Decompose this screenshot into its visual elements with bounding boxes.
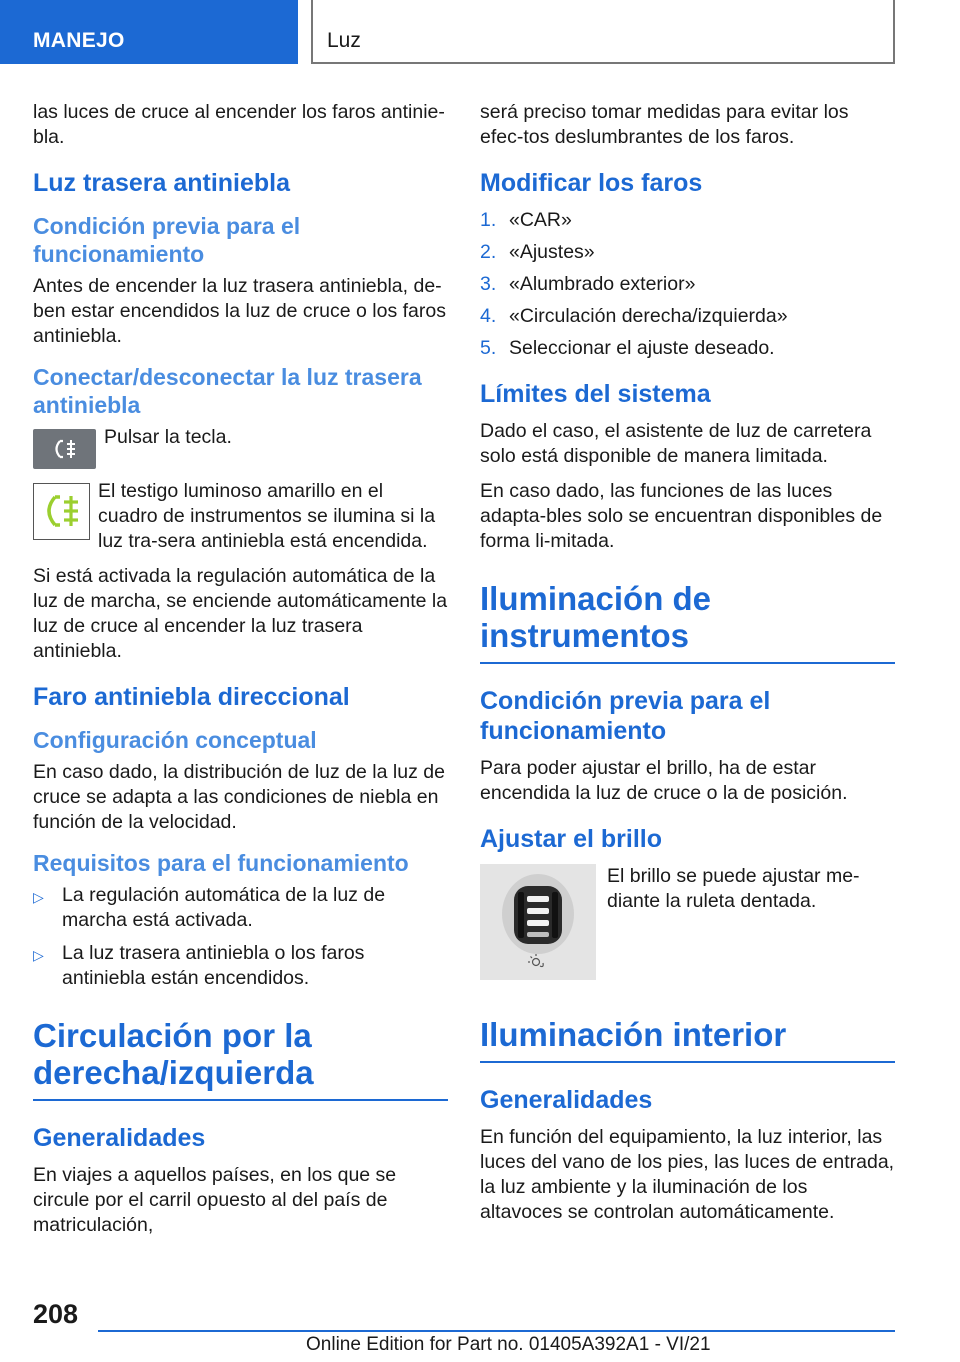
paragraph-indicator: El testigo luminoso amarillo en el cuadro de instrumentos se ilumina si la luz tra-sera antiniebla está encendida. xyxy=(98,480,436,552)
brightness-row xyxy=(480,864,895,980)
heading-general-1: Generalidades xyxy=(33,1124,206,1152)
header-chapter-box xyxy=(311,0,895,64)
list-item: 2. «Ajustes» xyxy=(480,241,595,263)
list-item: 3. «Alumbrado exterior» xyxy=(480,273,696,295)
left-column xyxy=(33,100,448,1248)
bullet-triangle-icon: ▷ xyxy=(33,947,44,963)
list-item: 5. Seleccionar el ajuste deseado. xyxy=(480,337,775,359)
heading-rear-fog: Luz trasera antiniebla xyxy=(33,169,291,197)
paragraph-concept: En caso dado, la distribución de luz de la luz de cruce se adapta a las condiciones de niebla en función de la velocidad. xyxy=(33,761,445,833)
right-column xyxy=(480,100,895,1235)
heading-traffic-side: Circulación por la derecha/izquierda xyxy=(33,1017,448,1101)
heading-directional-fog: Faro antiniebla direccional xyxy=(33,683,350,711)
paragraph-press-button: Pulsar la tecla. xyxy=(104,426,232,448)
paragraph-general-1: En viajes a aquellos países, en los que se circule por el carril opuesto al del país de matriculación, xyxy=(33,1164,397,1236)
list-item: ▷ La regulación automática de la luz de marcha está activada. xyxy=(33,884,386,931)
header-section-title: MANEJO xyxy=(33,29,125,52)
rear-fog-button-icon xyxy=(33,425,96,469)
intro-paragraph: las luces de cruce al encender los faros antinie-bla. xyxy=(33,101,445,148)
heading-modify-headlights: Modificar los faros xyxy=(480,169,703,197)
heading-system-limits: Límites del sistema xyxy=(480,380,711,408)
steps-list xyxy=(480,208,895,361)
paragraph-auto-light: Si está activada la regulación automática de la luz de marcha, se enciende automáticamente la luz de cruce al encender la luz trasera antiniebla. xyxy=(33,565,448,662)
heading-toggle-rear-fog: Conectar/desconectar la luz trasera antiniebla xyxy=(33,364,422,418)
heading-requirement-3: Condición previa para el funcionamiento xyxy=(480,687,771,745)
press-button-row xyxy=(33,425,448,469)
paragraph-requirement-3: Para poder ajustar el brillo, ha de estar encendida la luz de cruce o la de posición. xyxy=(480,757,848,804)
page-number: 208 xyxy=(33,1299,79,1329)
paragraph-continuation: será preciso tomar medidas para evitar los efec-tos deslumbrantes de los faros. xyxy=(480,101,849,148)
header-chapter-title: Luz xyxy=(327,29,361,52)
paragraph-requirement-1: Antes de encender la luz trasera antiniebla, de-ben estar encendidos la luz de cruce o los faros antiniebla. xyxy=(33,275,446,347)
requirement-list xyxy=(33,883,448,991)
heading-concept: Configuración conceptual xyxy=(33,727,317,753)
paragraph-general-2: En función del equipamiento, la luz interior, las luces del vano de los pies, las luces de entrada, la luz ambiente y la iluminación de los altavoces se controlan automáticamente. xyxy=(480,1126,895,1223)
header-section-tab xyxy=(0,0,298,64)
heading-interior-lighting: Iluminación interior xyxy=(480,1016,895,1063)
bullet-triangle-icon: ▷ xyxy=(33,889,44,905)
footer-edition: Online Edition for Part no. 01405A392A1 - VI/21 xyxy=(306,1334,711,1355)
thumbwheel-photo xyxy=(480,864,596,980)
list-item: 1. «CAR» xyxy=(480,209,572,231)
paragraph-limits-1: Dado el caso, el asistente de luz de carretera solo está disponible de manera limitada. xyxy=(480,420,872,467)
heading-requirement-1: Condición previa para el funcionamiento xyxy=(33,213,301,267)
paragraph-limits-2: En caso dado, las funciones de las luces adapta-bles solo se encuentran disponibles de forma li-mitada. xyxy=(480,480,883,552)
paragraph-brightness: El brillo se puede ajustar me-diante la ruleta dentada. xyxy=(607,865,860,912)
indicator-row xyxy=(33,479,448,554)
heading-adjust-brightness: Ajustar el brillo xyxy=(480,825,662,853)
list-item: ▷ La luz trasera antiniebla o los faros antiniebla están encendidos. xyxy=(33,942,365,989)
list-item: 4. «Circulación derecha/izquierda» xyxy=(480,305,788,327)
footer-divider xyxy=(98,1330,895,1332)
heading-requirement-2: Requisitos para el funcionamiento xyxy=(33,850,409,876)
rear-fog-indicator-icon xyxy=(33,479,90,540)
heading-general-2: Generalidades xyxy=(480,1086,653,1114)
heading-instrument-lighting: Iluminación de instrumentos xyxy=(480,580,895,664)
